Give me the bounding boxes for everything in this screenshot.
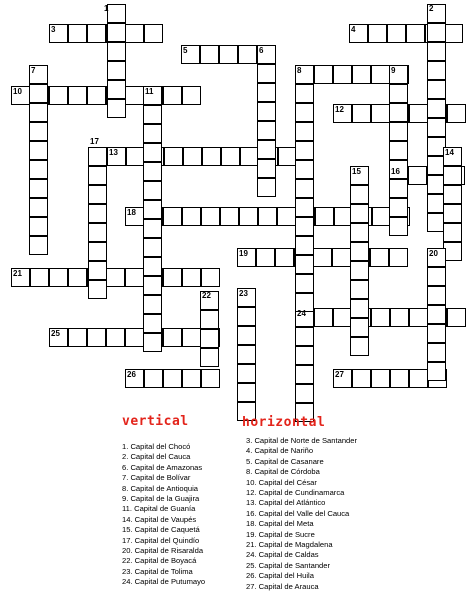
grid-cell[interactable] — [350, 337, 369, 356]
grid-cell[interactable] — [406, 24, 425, 43]
grid-cell[interactable] — [87, 24, 106, 43]
clue-vertical-23: 23. Capital de Tolima — [122, 566, 193, 576]
grid-cell[interactable] — [29, 141, 48, 160]
grid-cell[interactable] — [29, 84, 48, 103]
grid-cell[interactable] — [295, 346, 314, 365]
grid-cell[interactable] — [221, 147, 240, 166]
grid-cell[interactable] — [295, 198, 314, 217]
grid-cell[interactable] — [237, 364, 256, 383]
clue-number-15: 15 — [352, 167, 361, 176]
grid-cell[interactable] — [143, 143, 162, 162]
clue-vertical-11: 11. Capital de Guanía — [122, 504, 196, 514]
grid-cell[interactable] — [295, 255, 314, 274]
clue-number-16: 16 — [391, 167, 400, 176]
grid-cell[interactable] — [352, 369, 371, 388]
grid-cell[interactable] — [88, 185, 107, 204]
grid-cell[interactable] — [427, 23, 446, 42]
clue-number-25: 25 — [51, 329, 60, 338]
clue-number-8: 8 — [297, 66, 302, 75]
clue-horizontal-13: 13. Capital del Atlántico — [246, 498, 326, 508]
grid-cell[interactable] — [427, 42, 446, 61]
grid-cell[interactable] — [371, 369, 390, 388]
grid-cell[interactable] — [371, 104, 390, 123]
clue-vertical-8: 8. Capital de Antioquia — [122, 483, 198, 493]
clue-number-7: 7 — [31, 66, 36, 75]
grid-cell[interactable] — [182, 369, 201, 388]
grid-cell[interactable] — [125, 328, 144, 347]
grid-cell[interactable] — [143, 105, 162, 124]
grid-cell[interactable] — [200, 348, 219, 367]
grid-cell[interactable] — [125, 24, 144, 43]
clue-vertical-1: 1. Capital del Chocó — [122, 442, 191, 451]
grid-cell[interactable] — [409, 104, 428, 123]
grid-cell[interactable] — [427, 324, 446, 343]
grid-cell[interactable] — [106, 268, 125, 287]
grid-cell[interactable] — [295, 141, 314, 160]
clue-number-23: 23 — [239, 289, 248, 298]
grid-cell[interactable] — [389, 198, 408, 217]
grid-cell[interactable] — [88, 280, 107, 299]
grid-cell[interactable] — [389, 122, 408, 141]
clue-number-3: 3 — [51, 25, 56, 34]
clue-horizontal-12: 12. Capital de Cundinamarca — [246, 488, 345, 498]
grid-cell[interactable] — [350, 223, 369, 242]
clue-vertical-7: 7. Capital de Bolívar — [122, 473, 191, 483]
grid-cell[interactable] — [183, 147, 202, 166]
clue-horizontal-25: 25. Capital de Santander — [246, 560, 331, 570]
clue-number-6: 6 — [259, 46, 264, 55]
clue-number-26: 26 — [127, 370, 136, 379]
grid-cell[interactable] — [202, 147, 221, 166]
grid-cell[interactable] — [87, 328, 106, 347]
grid-cell[interactable] — [68, 24, 87, 43]
clue-number-13: 13 — [109, 148, 118, 157]
grid-cell[interactable] — [125, 86, 144, 105]
clue-horizontal-19: 19. Capital de Sucre — [246, 529, 315, 539]
grid-cell[interactable] — [143, 295, 162, 314]
grid-cell[interactable] — [350, 299, 369, 318]
grid-cell[interactable] — [257, 102, 276, 121]
grid-cell[interactable] — [350, 280, 369, 299]
grid-cell[interactable] — [49, 86, 68, 105]
grid-cell[interactable] — [107, 4, 126, 23]
grid-cell[interactable] — [408, 166, 427, 185]
clue-horizontal-5: 5. Capital de Casanare — [246, 456, 324, 466]
grid-cell[interactable] — [201, 369, 220, 388]
grid-cell[interactable] — [68, 86, 87, 105]
grid-cell[interactable] — [427, 343, 446, 362]
grid-cell[interactable] — [295, 122, 314, 141]
grid-cell[interactable] — [257, 159, 276, 178]
grid-cell[interactable] — [144, 24, 163, 43]
grid-cell[interactable] — [237, 326, 256, 345]
clue-number-18: 18 — [127, 208, 136, 217]
grid-cell[interactable] — [350, 318, 369, 337]
grid-cell[interactable] — [409, 369, 428, 388]
grid-cell[interactable] — [164, 147, 183, 166]
grid-cell[interactable] — [88, 166, 107, 185]
grid-cell[interactable] — [389, 179, 408, 198]
grid-cell[interactable] — [68, 268, 87, 287]
grid-cell[interactable] — [314, 65, 333, 84]
grid-cell[interactable] — [237, 307, 256, 326]
horizontal-clue-list — [246, 436, 357, 592]
grid-cell[interactable] — [295, 365, 314, 384]
grid-cell[interactable] — [163, 268, 182, 287]
grid-cell[interactable] — [314, 308, 333, 327]
grid-cell[interactable] — [258, 207, 277, 226]
grid-cell[interactable] — [182, 268, 201, 287]
clue-vertical-17: 17. Capital del Quindío — [122, 535, 200, 545]
grid-cell[interactable] — [427, 99, 446, 118]
grid-cell[interactable] — [371, 308, 390, 327]
clue-number-20: 20 — [429, 249, 438, 258]
clue-vertical-14: 14. Capital de Vaupés — [122, 514, 197, 524]
grid-cell[interactable] — [107, 99, 126, 118]
clue-number-11: 11 — [145, 87, 154, 96]
grid-cell[interactable] — [257, 178, 276, 197]
grid-cell[interactable] — [29, 103, 48, 122]
clue-number-2: 2 — [429, 4, 434, 13]
clue-number-10: 10 — [13, 87, 22, 96]
grid-cell[interactable] — [295, 384, 314, 403]
grid-cell[interactable] — [29, 160, 48, 179]
grid-cell[interactable] — [427, 267, 446, 286]
clue-horizontal-16: 16. Capital del Valle del Cauca — [246, 508, 350, 518]
grid-cell[interactable] — [295, 103, 314, 122]
grid-cell[interactable] — [427, 80, 446, 99]
grid-cell[interactable] — [295, 217, 314, 236]
grid-cell[interactable] — [144, 369, 163, 388]
grid-cell[interactable] — [107, 23, 126, 42]
grid-cell[interactable] — [257, 83, 276, 102]
grid-cell[interactable] — [29, 236, 48, 255]
clue-horizontal-18: 18. Capital del Meta — [246, 519, 314, 529]
grid-cell[interactable] — [389, 217, 408, 236]
grid-cell[interactable] — [163, 86, 182, 105]
grid-cell[interactable] — [239, 207, 258, 226]
grid-cell[interactable] — [107, 61, 126, 80]
grid-cell[interactable] — [219, 45, 238, 64]
grid-cell[interactable] — [200, 310, 219, 329]
grid-cell[interactable] — [295, 84, 314, 103]
clue-number-19: 19 — [239, 249, 248, 258]
grid-cell[interactable] — [29, 217, 48, 236]
clue-horizontal-8: 8. Capital de Córdoba — [246, 467, 320, 477]
grid-cell[interactable] — [30, 268, 49, 287]
grid-cell[interactable] — [447, 104, 466, 123]
grid-cell[interactable] — [143, 333, 162, 352]
grid-cell[interactable] — [277, 207, 296, 226]
clue-number-12: 12 — [335, 105, 344, 114]
grid-cell[interactable] — [352, 104, 371, 123]
grid-cell[interactable] — [182, 86, 201, 105]
grid-cell[interactable] — [387, 24, 406, 43]
grid-cell[interactable] — [295, 160, 314, 179]
grid-cell[interactable] — [200, 45, 219, 64]
grid-cell[interactable] — [163, 207, 182, 226]
grid-cell[interactable] — [409, 308, 428, 327]
grid-cell[interactable] — [143, 162, 162, 181]
grid-cell[interactable] — [163, 369, 182, 388]
grid-cell[interactable] — [201, 207, 220, 226]
vertical-clues-title: vertical — [122, 414, 189, 429]
clue-number-21: 21 — [13, 269, 22, 278]
grid-cell[interactable] — [68, 328, 87, 347]
grid-cell[interactable] — [295, 179, 314, 198]
clue-vertical-20: 20. Capital de Risaralda — [122, 546, 204, 556]
grid-cell[interactable] — [125, 268, 144, 287]
grid-cell[interactable] — [371, 65, 390, 84]
horizontal-clues-title: horizontal — [242, 415, 326, 430]
grid-cell[interactable] — [143, 314, 162, 333]
clue-vertical-6: 6. Capital de Amazonas — [122, 462, 203, 472]
grid-cell[interactable] — [182, 207, 201, 226]
grid-cell[interactable] — [257, 140, 276, 159]
clue-number-14: 14 — [445, 148, 454, 157]
grid-cell[interactable] — [88, 204, 107, 223]
grid-cell[interactable] — [389, 248, 408, 267]
grid-cell[interactable] — [106, 328, 125, 347]
grid-cell[interactable] — [107, 80, 126, 99]
grid-cell[interactable] — [29, 179, 48, 198]
grid-cell[interactable] — [350, 242, 369, 261]
grid-cell[interactable] — [143, 276, 162, 295]
grid-cell[interactable] — [49, 268, 68, 287]
grid-cell[interactable] — [350, 204, 369, 223]
grid-cell[interactable] — [315, 207, 334, 226]
grid-cell[interactable] — [182, 328, 201, 347]
grid-cell[interactable] — [143, 238, 162, 257]
grid-cell[interactable] — [313, 248, 332, 267]
grid-cell[interactable] — [88, 242, 107, 261]
grid-cell[interactable] — [427, 305, 446, 324]
grid-cell[interactable] — [143, 200, 162, 219]
grid-cell[interactable] — [427, 286, 446, 305]
grid-cell[interactable] — [257, 64, 276, 83]
grid-cell[interactable] — [444, 24, 463, 43]
grid-cell[interactable] — [237, 345, 256, 364]
grid-cell[interactable] — [295, 274, 314, 293]
grid-cell[interactable] — [275, 248, 294, 267]
grid-cell[interactable] — [427, 61, 446, 80]
grid-cell[interactable] — [143, 181, 162, 200]
grid-cell[interactable] — [295, 327, 314, 346]
grid-cell[interactable] — [29, 198, 48, 217]
grid-cell[interactable] — [443, 166, 462, 185]
grid-cell[interactable] — [427, 362, 446, 381]
grid-cell[interactable] — [88, 223, 107, 242]
grid-cell[interactable] — [370, 248, 389, 267]
clue-vertical-24: 24. Capital de Putumayo — [122, 577, 206, 587]
grid-cell[interactable] — [143, 257, 162, 276]
clue-horizontal-3: 3. Capital de Norte de Santander — [246, 436, 358, 445]
clue-horizontal-24: 24. Capital de Caldas — [246, 550, 319, 560]
grid-cell[interactable] — [201, 268, 220, 287]
grid-cell[interactable] — [333, 65, 352, 84]
grid-cell[interactable] — [88, 147, 107, 166]
clue-vertical-22: 22. Capital de Boyacá — [122, 556, 197, 566]
grid-cell[interactable] — [350, 185, 369, 204]
grid-cell[interactable] — [443, 204, 462, 223]
grid-cell[interactable] — [390, 308, 409, 327]
grid-cell[interactable] — [163, 328, 182, 347]
grid-cell[interactable] — [256, 248, 275, 267]
grid-cell[interactable] — [88, 261, 107, 280]
grid-cell[interactable] — [257, 121, 276, 140]
grid-cell[interactable] — [107, 42, 126, 61]
clue-number-4: 4 — [351, 25, 356, 34]
grid-cell[interactable] — [143, 124, 162, 143]
grid-cell[interactable] — [350, 261, 369, 280]
grid-cell[interactable] — [389, 141, 408, 160]
grid-cell[interactable] — [389, 84, 408, 103]
grid-cell[interactable] — [29, 122, 48, 141]
clue-number-1: 1 — [104, 4, 109, 13]
clue-horizontal-4: 4. Capital de Nariño — [246, 446, 314, 456]
clue-number-27: 27 — [335, 370, 344, 379]
grid-cell[interactable] — [238, 45, 257, 64]
clue-horizontal-27: 27. Capital de Arauca — [246, 581, 319, 591]
clue-vertical-2: 2. Capital del Cauca — [122, 452, 191, 462]
grid-cell[interactable] — [443, 223, 462, 242]
clue-number-9: 9 — [391, 66, 396, 75]
grid-cell[interactable] — [443, 185, 462, 204]
clue-number-24: 24 — [297, 309, 306, 318]
grid-cell[interactable] — [368, 24, 387, 43]
clue-horizontal-26: 26. Capital del Huila — [246, 571, 314, 581]
grid-cell[interactable] — [237, 383, 256, 402]
clue-number-5: 5 — [183, 46, 188, 55]
vertical-clue-list — [122, 442, 205, 588]
grid-cell[interactable] — [295, 236, 314, 255]
clue-number-17: 17 — [90, 137, 99, 146]
clue-vertical-15: 15. Capital de Caquetá — [122, 525, 200, 535]
grid-cell[interactable] — [352, 65, 371, 84]
grid-cell[interactable] — [447, 308, 466, 327]
grid-cell[interactable] — [220, 207, 239, 226]
clue-horizontal-10: 10. Capital del César — [246, 477, 317, 487]
grid-cell[interactable] — [200, 329, 219, 348]
grid-cell[interactable] — [87, 86, 106, 105]
clue-horizontal-21: 21. Capital de Magdalena — [246, 540, 333, 550]
clue-number-22: 22 — [202, 291, 211, 300]
grid-cell[interactable] — [390, 369, 409, 388]
grid-cell[interactable] — [427, 118, 446, 137]
grid-cell[interactable] — [143, 219, 162, 238]
grid-cell[interactable] — [389, 103, 408, 122]
clue-vertical-9: 9. Capital de la Guajira — [122, 494, 200, 504]
grid-cell[interactable] — [332, 248, 351, 267]
